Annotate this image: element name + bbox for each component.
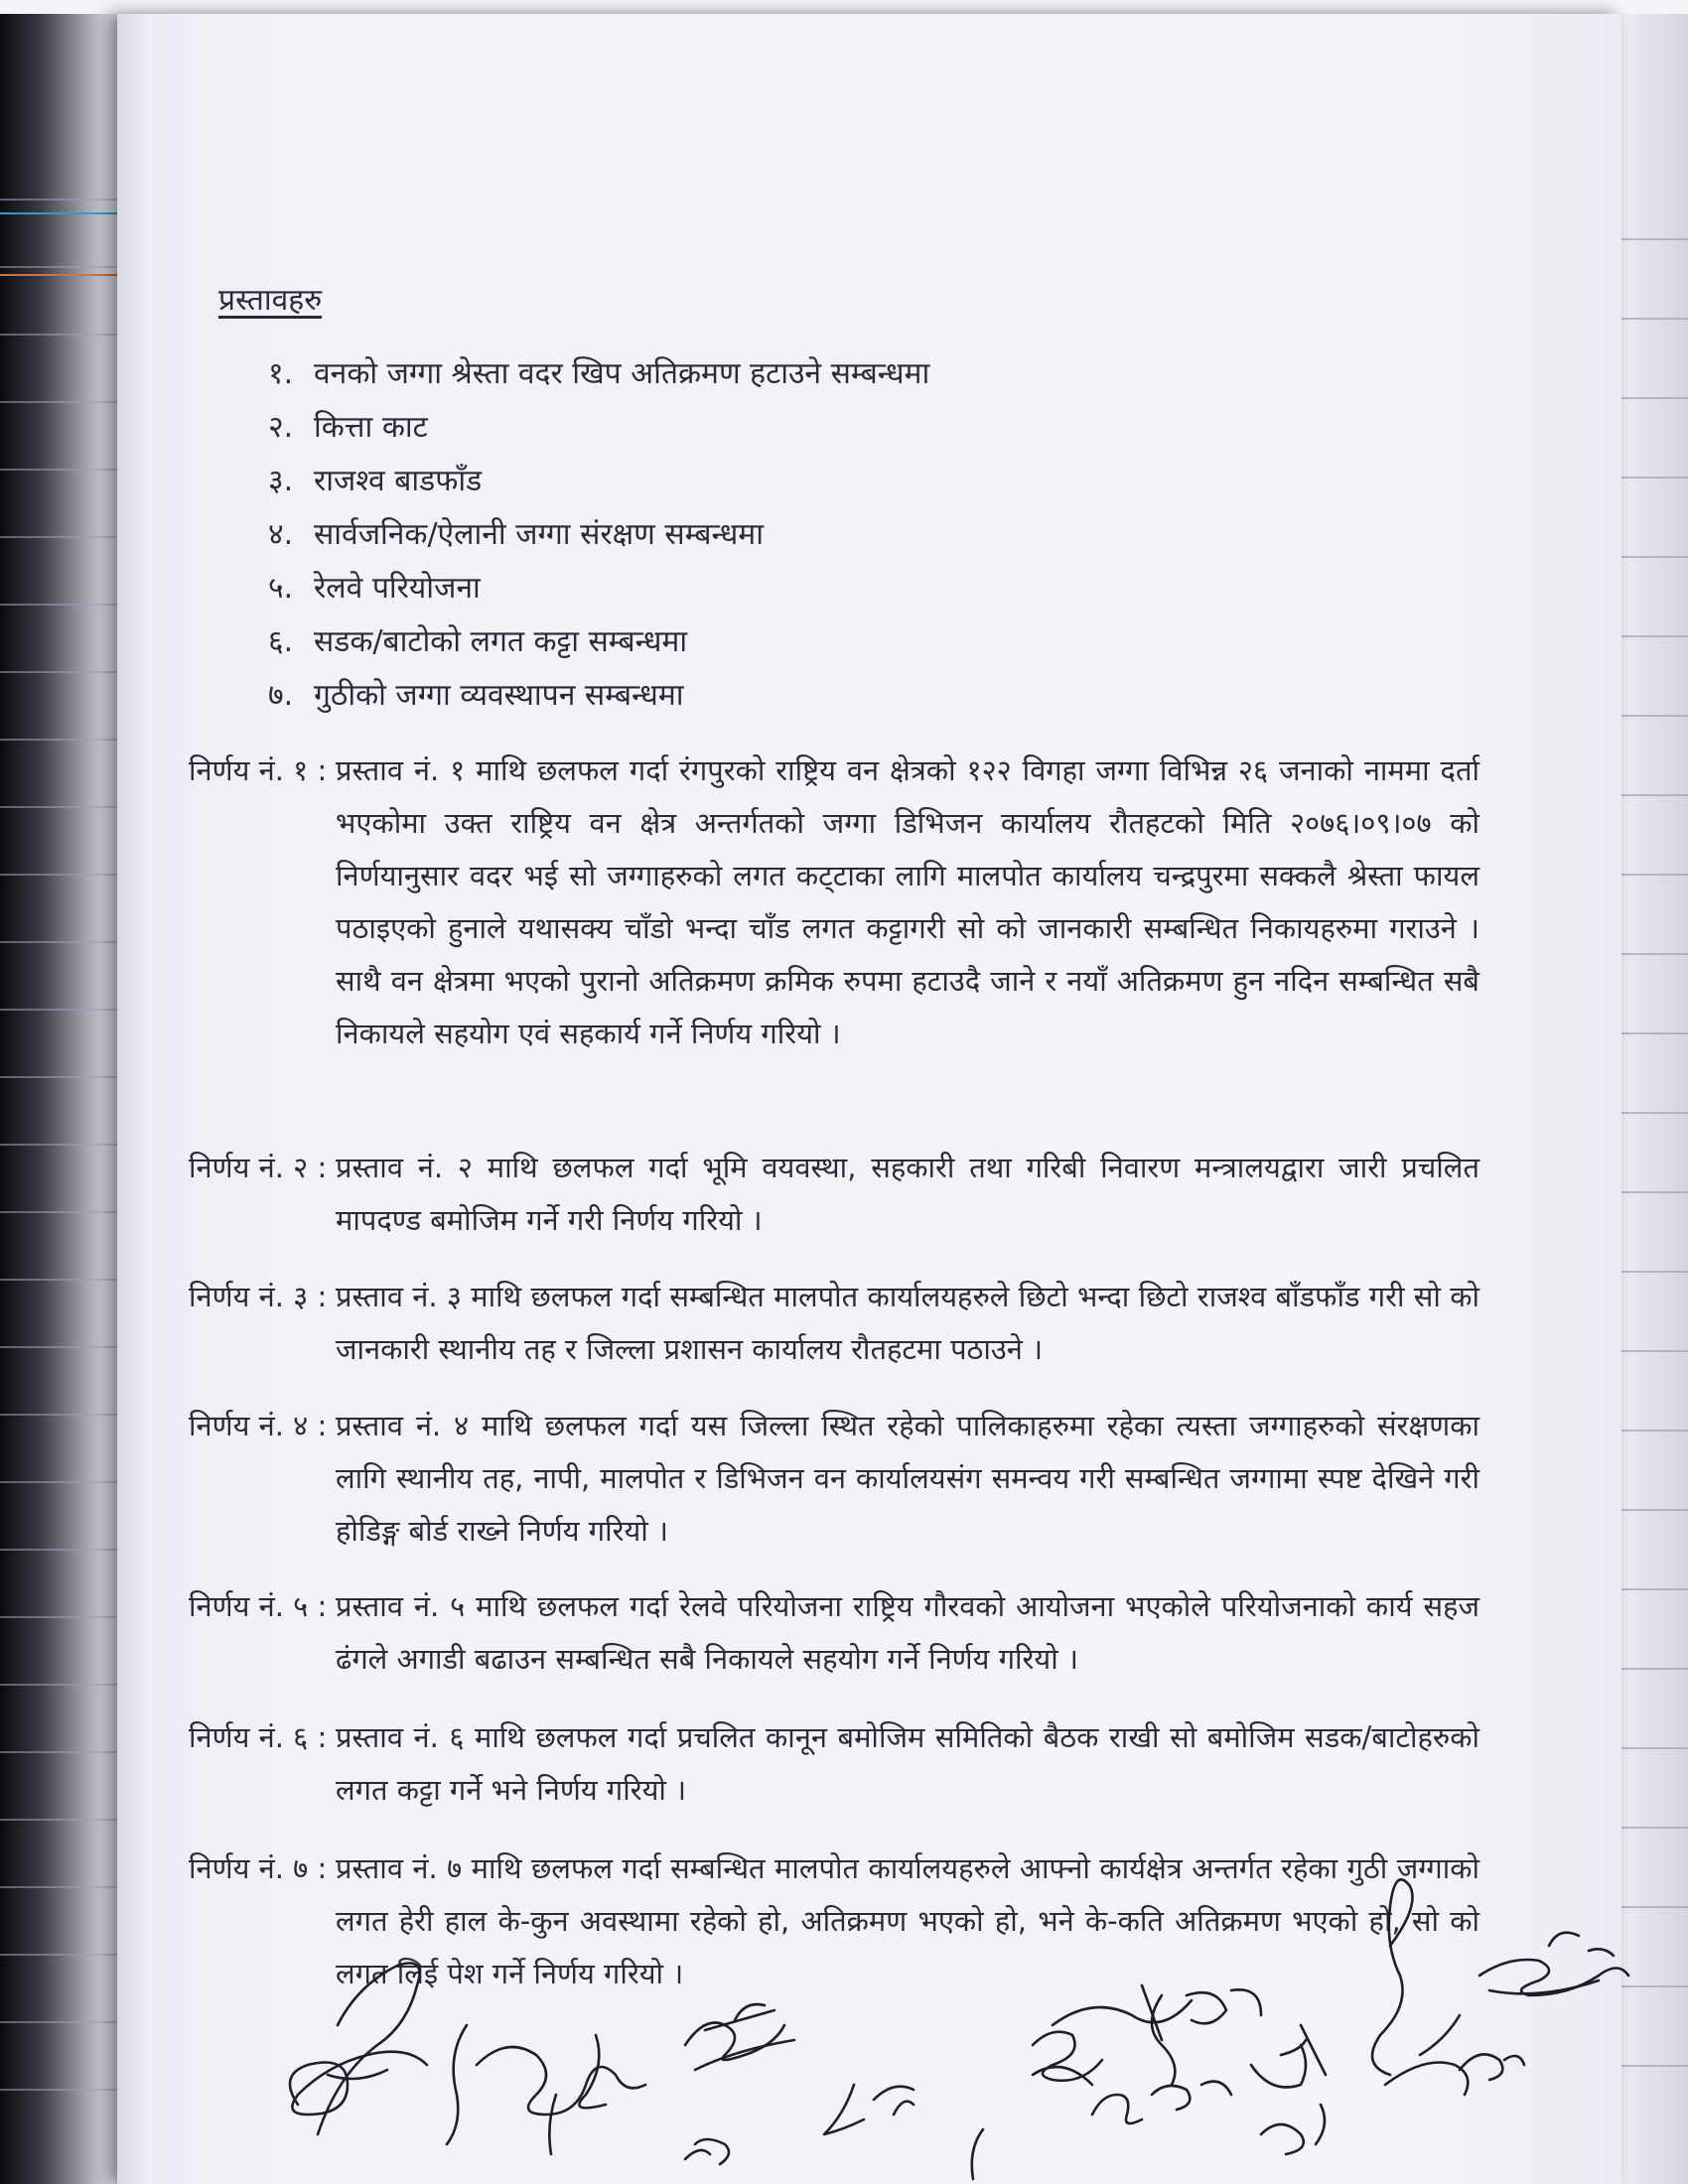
- proposal-text: सडक/बाटोको लगत कट्टा सम्बन्धमा: [314, 624, 688, 659]
- decision-7: [189, 1843, 1479, 2000]
- scan-top-strip: [0, 0, 1688, 14]
- decision-text: प्रस्ताव नं. ५ माथि छलफल गर्दा रेलवे परियोजना राष्ट्रिय गौरवको आयोजना भएकोले परियोजनाको कार्य सहज ढंगले अगाडी बढाउन सम्बन्धित सबै निकायले सहयोग गर्ने निर्णय गरियो ।: [336, 1589, 1479, 1676]
- decision-label: निर्णय नं. ७ :: [189, 1851, 328, 1885]
- decision-1: [189, 745, 1479, 1060]
- decision-label: निर्णय नं. ६ :: [189, 1720, 328, 1754]
- proposal-item: [268, 562, 929, 615]
- proposal-text: गुठीको जग्गा व्यवस्थापन सम्बन्धमा: [314, 678, 684, 713]
- proposal-list: [268, 347, 929, 723]
- notebook-blue-margin-line: [0, 212, 117, 214]
- proposal-number: ३.: [268, 464, 294, 498]
- decision-text: प्रस्ताव नं. ७ माथि छलफल गर्दा सम्बन्धित मालपोत कार्यालयहरुले आफ्नो कार्यक्षेत्र अन्तर्गत रहेका गुठी जग्गाको लगत हेरी हाल के-कुन अवस्थामा रहेको हो, अतिक्रमण भएको हो, भने के-कति अतिक्रमण भएको हो, सो को लगत लिई पेश गर्ने निर्णय गरियो ।: [336, 1851, 1479, 1990]
- decision-text: प्रस्ताव नं. ३ माथि छलफल गर्दा सम्बन्धित मालपोत कार्यालयहरुले छिटो भन्दा छिटो राजश्व बाँडफाँड गरी सो को जानकारी स्थानीय तह र जिल्ला प्रशासन कार्यालय रौतहटमा पठाउने ।: [336, 1280, 1479, 1366]
- decision-5: [189, 1580, 1479, 1686]
- decision-text: प्रस्ताव नं. १ माथि छलफल गर्दा रंगपुरको राष्ट्रिय वन क्षेत्रको १२२ विगहा जग्गा विभिन्न २६ जनाको नाममा दर्ता भएकोमा उक्त राष्ट्रिय वन क्षेत्र अन्तर्गतको जग्गा डिभिजन कार्यालय रौतहटको मिति २०७६।०९।०७ को निर्णयानुसार वदर भई सो जग्गाहरुको लगत कट्‌टाका लागि मालपोत कार्यालय चन्द्रपुरमा सक्कलै श्रेस्ता फायल पठाइएको हुनाले यथासक्य चाँडो भन्दा चाँड लगत कट्टागरी सो को जानकारी सम्बन्धित निकायहरुमा गराउने । साथै वन क्षेत्रमा भएको पुरानो अतिक्रमण क्रमिक रुपमा हटाउदै जाने र नयाँ अतिक्रमण हुन नदिन सम्बन्धित सबै निकायले सहयोग एवं सहकार्य गर्ने निर्णय गरियो ।: [336, 753, 1479, 1050]
- decision-label: निर्णय नं. १ :: [189, 753, 328, 787]
- proposal-text: राजश्व बाडफाँड: [314, 464, 483, 498]
- decision-label: निर्णय नं. ३ :: [189, 1280, 328, 1313]
- proposal-item: [268, 669, 929, 723]
- proposal-item: [268, 455, 929, 508]
- decision-4: [189, 1400, 1479, 1558]
- notebook-right-edge: [1618, 0, 1688, 2184]
- decision-6: [189, 1711, 1479, 1817]
- decision-3: [189, 1271, 1479, 1376]
- proposal-text: कित्ता काट: [314, 410, 428, 445]
- proposal-item: [268, 615, 929, 669]
- proposal-number: ७.: [268, 678, 294, 713]
- proposals-heading: प्रस्तावहरु: [218, 283, 323, 318]
- proposal-item: [268, 401, 929, 455]
- notebook-orange-margin-line: [0, 274, 117, 276]
- decision-label: निर्णय नं. ५ :: [189, 1589, 328, 1623]
- decision-label: निर्णय नं. ४ :: [189, 1409, 328, 1442]
- proposal-text: रेलवे परियोजना: [314, 571, 481, 606]
- proposal-text: वनको जग्गा श्रेस्ता वदर खिप अतिक्रमण हटाउने सम्बन्धमा: [314, 356, 930, 391]
- decision-text: प्रस्ताव नं. २ माथि छलफल गर्दा भूमि वयवस्था, सहकारी तथा गरिबी निवारण मन्त्रालयद्वारा जारी प्रचलित मापदण्ड बमोजिम गर्ने गरी निर्णय गरियो ।: [336, 1151, 1479, 1237]
- decision-label: निर्णय नं. २ :: [189, 1151, 328, 1184]
- proposal-number: २.: [268, 410, 294, 445]
- decision-2: [189, 1142, 1479, 1247]
- proposal-number: ४.: [268, 517, 294, 552]
- proposal-number: ६.: [268, 624, 294, 659]
- decision-text: प्रस्ताव नं. ४ माथि छलफल गर्दा यस जिल्ला स्थित रहेको पालिकाहरुमा रहेका त्यस्ता जग्गाहरुको संरक्षणका लागि स्थानीय तह, नापी, मालपोत र डिभिजन वन कार्यालयसंग समन्वय गरी सम्बन्धित जग्गामा स्पष्ट देखिने गरी होडिङ्ग बोर्ड राख्ने निर्णय गरियो ।: [336, 1409, 1479, 1548]
- decision-text: प्रस्ताव नं. ६ माथि छलफल गर्दा प्रचलित कानून बमोजिम समितिको बैठक राखी सो बमोजिम सडक/बाटोहरुको लगत कट्टा गर्ने भने निर्णय गरियो ।: [336, 1720, 1479, 1807]
- proposal-number: १.: [268, 356, 294, 391]
- proposal-item: [268, 347, 929, 401]
- proposal-text: सार्वजनिक/ऐलानी जग्गा संरक्षण सम्बन्धमा: [314, 517, 765, 552]
- proposal-number: ५.: [268, 571, 294, 606]
- proposal-item: [268, 508, 929, 562]
